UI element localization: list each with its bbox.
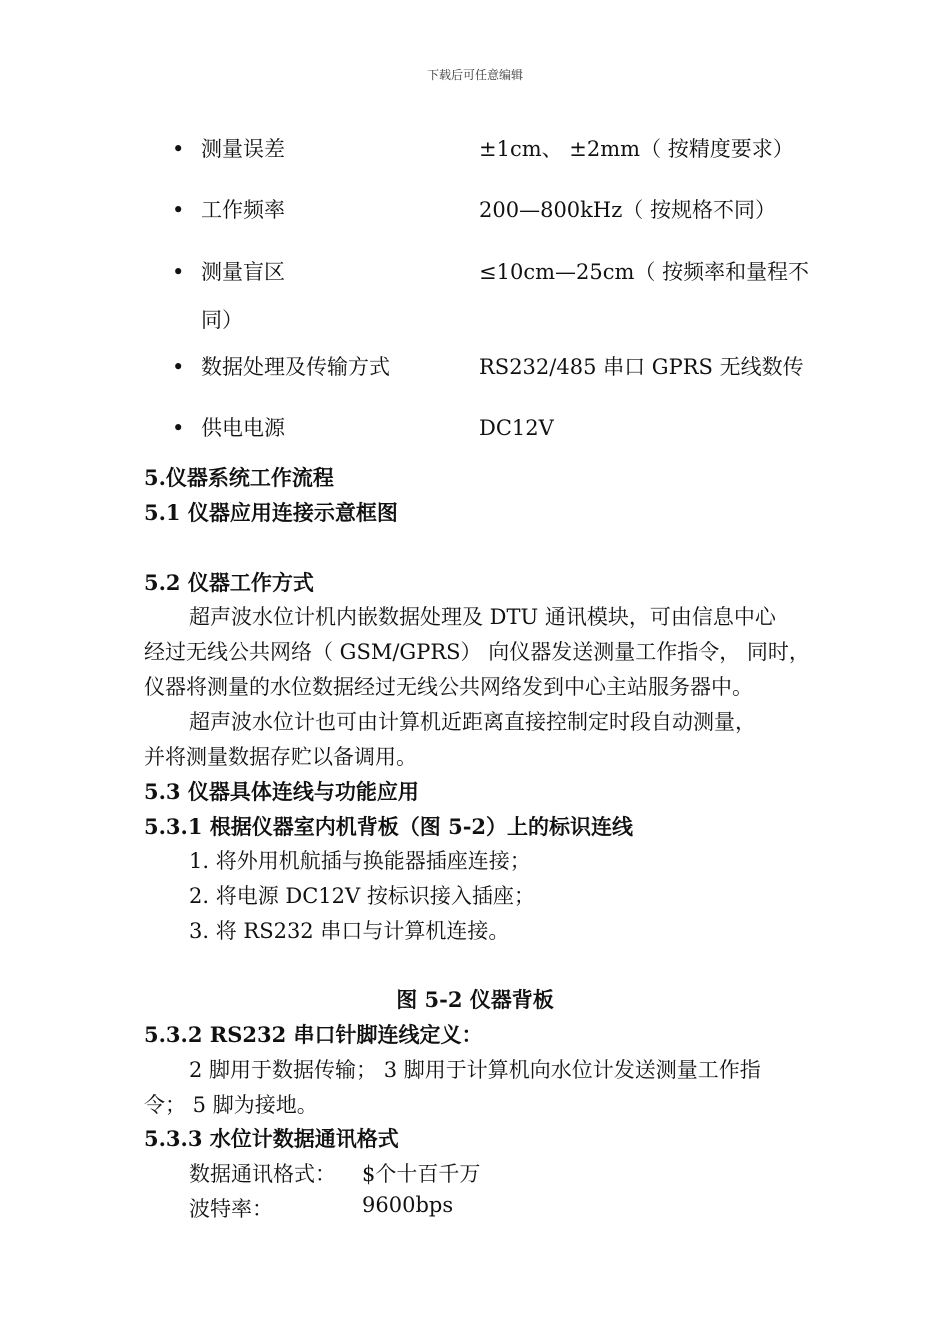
section-heading-5-3-2: 5.3.2 RS232 串口针脚连线定义： [144,1022,483,1047]
spec-value: 200—800kHz（ 按规格不同） [479,198,776,222]
spec-value: ±1cm、 ±2mm（ 按精度要求） [479,137,794,161]
bullet-icon: • [172,355,185,379]
section-heading-5-3-1: 5.3.1 根据仪器室内机背板（图 5-2）上的标识连线 [144,814,634,839]
baud-rate-value: 9600bps [362,1193,454,1217]
spec-value-continuation: 同） [201,308,243,332]
bullet-icon: • [172,260,185,284]
spec-value: ≤10cm—25cm（ 按频率和量程不 [479,260,810,284]
list-item: 3. 将 RS232 串口与计算机连接。 [189,919,510,943]
bullet-icon: • [172,198,185,222]
spec-label: 数据处理及传输方式 [201,355,390,379]
list-item: 1. 将外用机航插与换能器插座连接； [189,849,531,873]
paragraph-line: 2 脚用于数据传输； 3 脚用于计算机向水位计发送测量工作指 [189,1058,761,1082]
paragraph-line: 仪器将测量的水位数据经过无线公共网络发到中心主站服务器中。 [144,675,753,699]
paragraph-line: 令； 5 脚为接地。 [144,1093,318,1117]
spec-label: 供电电源 [201,416,285,440]
spec-label: 测量误差 [201,137,285,161]
paragraph-line: 超声波水位计也可由计算机近距离直接控制定时段自动测量， [189,710,756,734]
section-heading-5-1: 5.1 仪器应用连接示意框图 [144,500,398,525]
section-heading-5-3-3: 5.3.3 水位计数据通讯格式 [144,1126,399,1151]
comm-format-key: 数据通讯格式： [189,1162,336,1186]
baud-rate-key: 波特率： [189,1197,273,1221]
figure-caption: 图 5-2 仪器背板 [396,987,554,1012]
comm-format-value: $个十百千万 [362,1162,481,1186]
bullet-icon: • [172,416,185,440]
paragraph-line: 经过无线公共网络（ GSM/GPRS） 向仪器发送测量工作指令， 同时， [144,640,810,664]
spec-label: 测量盲区 [201,260,285,284]
paragraph-line: 超声波水位计机内嵌数据处理及 DTU 通讯模块，可由信息中心 [189,605,776,629]
section-heading-5-3: 5.3 仪器具体连线与功能应用 [144,779,419,804]
spec-label: 工作频率 [201,198,285,222]
list-item: 2. 将电源 DC12V 按标识接入插座； [189,884,535,908]
spec-value: RS232/485 串口 GPRS 无线数传 [479,355,804,379]
paragraph-line: 并将测量数据存贮以备调用。 [144,745,417,769]
spec-value: DC12V [479,416,554,440]
section-heading-5: 5.仪器系统工作流程 [144,465,334,490]
header-note: 下载后可任意编辑 [426,68,523,82]
bullet-icon: • [172,137,185,161]
section-heading-5-2: 5.2 仪器工作方式 [144,570,314,595]
